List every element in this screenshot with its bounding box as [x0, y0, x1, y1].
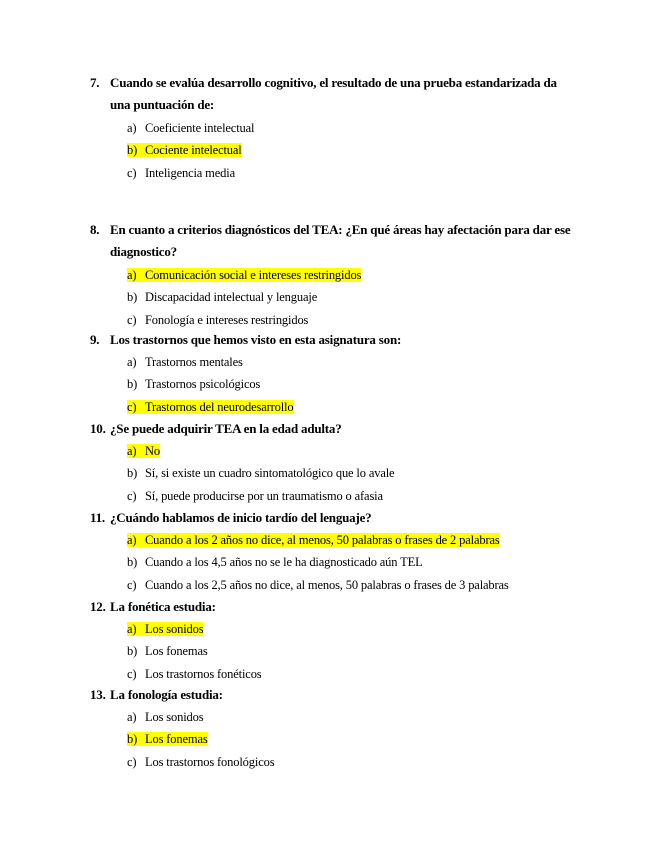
option-list: [90, 620, 580, 687]
option-a-highlighted: [90, 531, 580, 553]
option-c-highlighted: [90, 398, 580, 420]
option-a: [90, 708, 580, 730]
option-a-highlighted: [90, 266, 580, 288]
option-letter: a): [127, 533, 137, 547]
question-text: [90, 72, 580, 116]
option-text: Coeficiente intelectual: [145, 121, 255, 135]
option-letter: c): [127, 165, 137, 180]
question-number: 7.: [90, 75, 100, 90]
option-letter: b): [127, 466, 138, 481]
option-letter: b): [127, 555, 138, 570]
question-10: [90, 418, 580, 509]
question-13: [90, 684, 580, 775]
option-a: [90, 353, 580, 375]
option-b: [90, 464, 580, 486]
question-9: [90, 329, 580, 420]
option-letter: a): [127, 121, 137, 135]
option-b: [90, 375, 580, 397]
question-text: [90, 507, 580, 529]
option-list: [90, 119, 580, 186]
option-letter: c): [127, 754, 137, 769]
option-letter: b): [127, 732, 138, 747]
question-7: [90, 72, 580, 186]
question-text: [90, 418, 580, 440]
option-letter: c): [127, 488, 137, 503]
option-list: [90, 442, 580, 509]
option-text: Comunicación social e intereses restringidos: [145, 268, 362, 282]
question-12: [90, 596, 580, 687]
option-text: Cuando a los 2,5 años no dice, al menos, 50 palabras o frases de 3 palabras: [145, 577, 509, 592]
option-letter: b): [127, 290, 138, 305]
question-statement: Los trastornos que hemos visto en esta asignatura son:: [110, 332, 402, 347]
option-text: Sí, puede producirse por un traumatismo o afasia: [145, 488, 383, 503]
question-number: 10.: [90, 421, 106, 436]
option-letter: a): [127, 444, 137, 458]
question-text: [90, 219, 580, 263]
option-letter: a): [127, 622, 137, 636]
option-b: [90, 553, 580, 575]
question-number: 12.: [90, 599, 106, 614]
option-text: Cuando a los 4,5 años no se le ha diagnosticado aún TEL: [145, 555, 423, 570]
option-text: No: [145, 444, 160, 458]
option-text: Cociente intelectual: [145, 143, 242, 158]
option-b-highlighted: [90, 730, 580, 752]
question-statement: ¿Cuándo hablamos de inicio tardío del lenguaje?: [110, 510, 372, 525]
option-text: Trastornos mentales: [145, 355, 243, 369]
option-text: Los trastornos fonológicos: [145, 754, 275, 769]
question-statement: ¿Se puede adquirir TEA en la edad adulta?: [110, 421, 342, 436]
option-text: Sí, si existe un cuadro sintomatológico que lo avale: [145, 466, 395, 481]
option-letter: a): [127, 710, 137, 724]
option-list: [90, 708, 580, 775]
question-text: [90, 596, 580, 618]
question-text: [90, 684, 580, 706]
option-text: Trastornos psicológicos: [145, 377, 261, 392]
option-b: [90, 642, 580, 664]
question-number: 13.: [90, 687, 106, 702]
question-statement: La fonología estudia:: [110, 687, 223, 702]
question-number: 11.: [90, 510, 105, 525]
option-c: [90, 576, 580, 598]
question-statement: En cuanto a criterios diagnósticos del TEA: ¿En qué áreas hay afectación para dar ese diagnostico?: [110, 222, 571, 259]
option-letter: c): [127, 577, 137, 592]
option-letter: a): [127, 268, 137, 282]
option-text: Cuando a los 2 años no dice, al menos, 50 palabras o frases de 2 palabras: [145, 533, 500, 547]
option-list: [90, 266, 580, 333]
option-letter: b): [127, 644, 138, 659]
option-c: [90, 487, 580, 509]
option-c: [90, 164, 580, 186]
question-statement: Cuando se evalúa desarrollo cognitivo, el resultado de una prueba estandarizada da una puntuación de:: [110, 75, 557, 112]
option-list: [90, 353, 580, 420]
option-c: [90, 753, 580, 775]
option-a-highlighted: [90, 442, 580, 464]
option-b: [90, 288, 580, 310]
question-11: [90, 507, 580, 598]
option-letter: b): [127, 377, 138, 392]
option-b-highlighted: [90, 141, 580, 163]
option-letter: b): [127, 143, 138, 158]
option-letter: c): [127, 399, 137, 414]
option-text: Trastornos del neurodesarrollo: [145, 399, 294, 414]
option-list: [90, 531, 580, 598]
option-text: Los fonemas: [145, 644, 208, 659]
option-letter: a): [127, 355, 137, 369]
option-letter: c): [127, 666, 137, 681]
option-text: Inteligencia media: [145, 165, 235, 180]
option-text: Los fonemas: [145, 732, 208, 747]
option-text: Fonología e intereses restringidos: [145, 312, 309, 327]
option-text: Los sonidos: [145, 622, 204, 636]
option-a: [90, 119, 580, 141]
question-number: 8.: [90, 222, 100, 237]
question-8: [90, 219, 580, 333]
option-a-highlighted: [90, 620, 580, 642]
question-number: 9.: [90, 332, 100, 347]
question-text: [90, 329, 580, 351]
option-letter: c): [127, 312, 137, 327]
question-statement: La fonética estudia:: [110, 599, 216, 614]
option-text: Los trastornos fonéticos: [145, 666, 262, 681]
option-text: Discapacidad intelectual y lenguaje: [145, 290, 318, 305]
option-text: Los sonidos: [145, 710, 204, 724]
